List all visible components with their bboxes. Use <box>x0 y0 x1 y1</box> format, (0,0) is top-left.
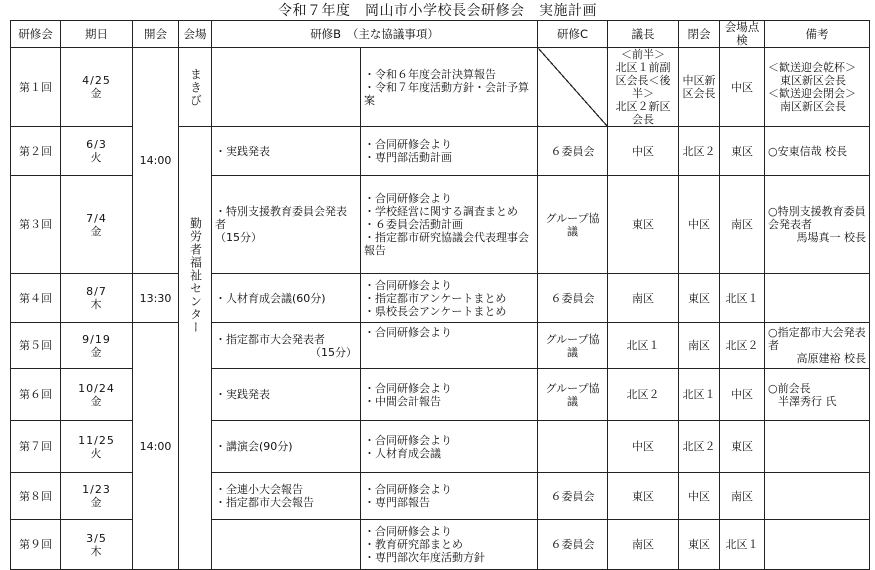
a-cell <box>212 323 361 369</box>
b-item: ・令和７年度活動方針・会計予算案 <box>364 80 529 107</box>
b-item: ・令和６年度会計決算報告 <box>364 67 496 81</box>
chair-line: 北区２新区会長 <box>615 100 671 126</box>
b-cell <box>361 176 538 274</box>
note-cell <box>765 274 870 323</box>
b-item: ・合同研修会より <box>364 326 452 339</box>
c-cell <box>538 421 608 473</box>
a-item: ・実践発表 <box>215 144 270 158</box>
schedule-table <box>10 20 870 570</box>
session-cell: 第３回 <box>11 176 61 274</box>
header-session: 研修会 <box>11 21 61 48</box>
close-cell: 中区 <box>679 176 720 274</box>
date-cell <box>61 323 133 369</box>
b-item: ・人材育成会議 <box>364 446 441 460</box>
b-cell <box>361 369 538 421</box>
check-cell: 北区２ <box>720 323 765 369</box>
b-item: ・中間会計報告 <box>364 394 441 408</box>
c-cell: ６委員会 <box>538 127 608 176</box>
note-line: ○前会長 <box>768 381 811 395</box>
chair-cell: 北区１ <box>608 323 679 369</box>
note-line: ＜歓送迎会閉会＞ <box>768 87 857 100</box>
header-close: 閉会 <box>679 21 720 48</box>
note-line: ○指定都市大会発表者 <box>768 326 866 352</box>
note-line: 南区新区会長 <box>780 100 847 113</box>
note-line: 馬場真一 校長 <box>796 231 867 244</box>
a-item: ・全連小大会報告 <box>215 483 303 496</box>
chair-cell: 南区 <box>608 520 679 570</box>
b-cell <box>361 421 538 473</box>
a-item: ・指定都市大会発表者 <box>215 332 325 346</box>
header-c: 研修C <box>538 21 608 48</box>
c-cell: グループ協議 <box>538 176 608 274</box>
note-line: ○特別支援教育委員会発表者 <box>768 205 866 231</box>
check-cell: 北区１ <box>720 274 765 323</box>
a-cell <box>212 127 361 176</box>
note-cell <box>765 473 870 520</box>
date-value: 7/4 <box>86 211 107 225</box>
a-item: （15分） <box>215 231 262 244</box>
date-value: 8/7 <box>86 285 107 298</box>
note-line: 半澤秀行 氏 <box>778 394 837 408</box>
b-item: ・専門部活動計画 <box>364 151 452 164</box>
b-item: ・指定都市研究協議会代表理事会報告 <box>364 231 529 257</box>
a-cell <box>212 473 361 520</box>
weekday: 金 <box>90 224 103 238</box>
b-item: ・指定都市アンケートまとめ <box>364 291 507 305</box>
a-item: ・人材育成会議(60分) <box>215 291 326 305</box>
note-cell <box>765 369 870 421</box>
chair-cell: 東区 <box>608 473 679 520</box>
b-item: ・合同研修会より <box>364 192 452 205</box>
date-value: 1/23 <box>82 483 111 496</box>
session-cell: 第４回 <box>11 274 61 323</box>
date-cell <box>61 520 133 570</box>
b-item: ・専門部次年度活動方針 <box>364 551 485 564</box>
chair-line: 北区１前副区会長＜後半＞ <box>615 61 671 100</box>
date-value: 6/3 <box>86 138 107 151</box>
header-chair: 議長 <box>608 21 679 48</box>
b-item: ・合同研修会より <box>364 138 452 151</box>
header-date: 期日 <box>61 21 133 48</box>
note-cell <box>765 520 870 570</box>
date-cell <box>61 473 133 520</box>
note-cell <box>765 127 870 176</box>
header-check: 会場点検 <box>720 21 765 48</box>
chair-line: ＜前半＞ <box>621 48 666 61</box>
a-cell <box>212 520 361 570</box>
date-cell <box>61 274 133 323</box>
date-value: 10/24 <box>78 381 115 395</box>
venue-makibi: まきび <box>188 67 203 107</box>
c-cell: グループ協議 <box>538 323 608 369</box>
date-cell <box>61 369 133 421</box>
b-item: ・学校経営に関する調査まとめ <box>364 205 518 218</box>
weekday: 火 <box>90 151 103 164</box>
session-cell: 第８回 <box>11 473 61 520</box>
b-cell <box>361 520 538 570</box>
a-cell <box>212 176 361 274</box>
check-cell: 中区 <box>720 48 765 127</box>
date-cell <box>61 176 133 274</box>
open-time-cell: 14:00 <box>133 48 179 274</box>
a-item: （15分） <box>310 345 357 359</box>
check-cell: 北区１ <box>720 520 765 570</box>
weekday: 木 <box>90 544 103 558</box>
session-cell: 第１回 <box>11 48 61 127</box>
chair-cell: 北区２ <box>608 369 679 421</box>
close-cell: 北区２ <box>679 421 720 473</box>
weekday: 金 <box>90 87 103 100</box>
date-cell <box>61 421 133 473</box>
header-venue: 会場 <box>179 21 212 48</box>
close-cell: 北区１ <box>679 369 720 421</box>
a-item: ・講演会(90分) <box>215 440 293 453</box>
check-cell: 東区 <box>720 421 765 473</box>
note-line: ○安東信哉 校長 <box>768 144 848 158</box>
weekday: 金 <box>90 394 103 408</box>
b-item: ・合同研修会より <box>364 525 452 538</box>
venue-cell <box>179 48 212 127</box>
a-cell <box>212 369 361 421</box>
close-cell: 北区２ <box>679 127 720 176</box>
c-cell: ６委員会 <box>538 473 608 520</box>
session-cell: 第９回 <box>11 520 61 570</box>
b-cell <box>361 473 538 520</box>
a-cell <box>212 48 361 127</box>
c-cell: ６委員会 <box>538 274 608 323</box>
chair-cell: 中区 <box>608 127 679 176</box>
table-row <box>11 274 870 323</box>
c-cell: ６委員会 <box>538 520 608 570</box>
session-cell: 第２回 <box>11 127 61 176</box>
b-item: ・合同研修会より <box>364 381 452 395</box>
c-cell: グループ協議 <box>538 369 608 421</box>
table-row <box>11 48 870 127</box>
close-cell: 東区 <box>679 274 720 323</box>
page-title: 令和７年度 岡山市小学校長会研修会 実施計画 <box>278 3 597 19</box>
a-cell <box>212 274 361 323</box>
note-line: 東区新区会長 <box>780 74 847 87</box>
note-cell <box>765 176 870 274</box>
date-value: 9/19 <box>82 332 111 346</box>
weekday: 木 <box>90 298 103 311</box>
header-b: 研修B （主な協議事項） <box>212 21 538 48</box>
date-value: 3/5 <box>86 531 107 545</box>
date-value: 4/25 <box>82 74 111 87</box>
check-cell: 東区 <box>720 127 765 176</box>
check-cell: 南区 <box>720 176 765 274</box>
b-cell <box>361 323 538 369</box>
b-cell <box>361 48 538 127</box>
weekday: 金 <box>90 345 103 359</box>
a-item: ・実践発表 <box>215 388 270 401</box>
date-value: 11/25 <box>78 433 115 447</box>
venue-cell <box>179 127 212 570</box>
open-time-cell: 13:30 <box>133 274 179 323</box>
b-item: ・教育研究部まとめ <box>364 538 463 551</box>
close-cell: 中区 <box>679 473 720 520</box>
weekday: 金 <box>90 496 103 509</box>
header-open: 開会 <box>133 21 179 48</box>
a-item: ・特別支援教育委員会発表者 <box>215 205 347 231</box>
a-cell <box>212 421 361 473</box>
b-cell <box>361 127 538 176</box>
header-row <box>11 21 870 48</box>
b-item: ・合同研修会より <box>364 433 452 447</box>
note-cell <box>765 323 870 369</box>
b-item: ・６委員会活動計画 <box>364 218 463 231</box>
chair-cell: 南区 <box>608 274 679 323</box>
chair-cell <box>608 48 679 127</box>
date-cell <box>61 48 133 127</box>
check-cell: 中区 <box>720 369 765 421</box>
date-cell <box>61 127 133 176</box>
note-cell <box>765 421 870 473</box>
venue-kinro: 勤労者福祉センター <box>188 217 203 334</box>
note-cell <box>765 48 870 127</box>
c-cell-empty <box>538 48 608 127</box>
table-row <box>11 323 870 369</box>
check-cell: 南区 <box>720 473 765 520</box>
b-item: ・県校長会アンケートまとめ <box>364 304 507 318</box>
chair-cell: 中区 <box>608 421 679 473</box>
open-time-cell: 14:00 <box>133 323 179 570</box>
b-item: ・合同研修会より <box>364 483 452 496</box>
close-cell: 東区 <box>679 520 720 570</box>
note-line: 高原建裕 校長 <box>796 352 867 365</box>
b-item: ・合同研修会より <box>364 278 452 292</box>
close-cell: 中区新区会長 <box>679 48 720 127</box>
b-cell <box>361 274 538 323</box>
note-line: ＜歓送迎会乾杯＞ <box>768 61 857 74</box>
close-cell: 南区 <box>679 323 720 369</box>
a-item: ・指定都市大会報告 <box>215 496 314 509</box>
session-cell: 第６回 <box>11 369 61 421</box>
weekday: 火 <box>90 446 103 460</box>
header-note: 備考 <box>765 21 870 48</box>
session-cell: 第５回 <box>11 323 61 369</box>
b-item: ・専門部報告 <box>364 496 430 509</box>
session-cell: 第７回 <box>11 421 61 473</box>
chair-cell: 東区 <box>608 176 679 274</box>
